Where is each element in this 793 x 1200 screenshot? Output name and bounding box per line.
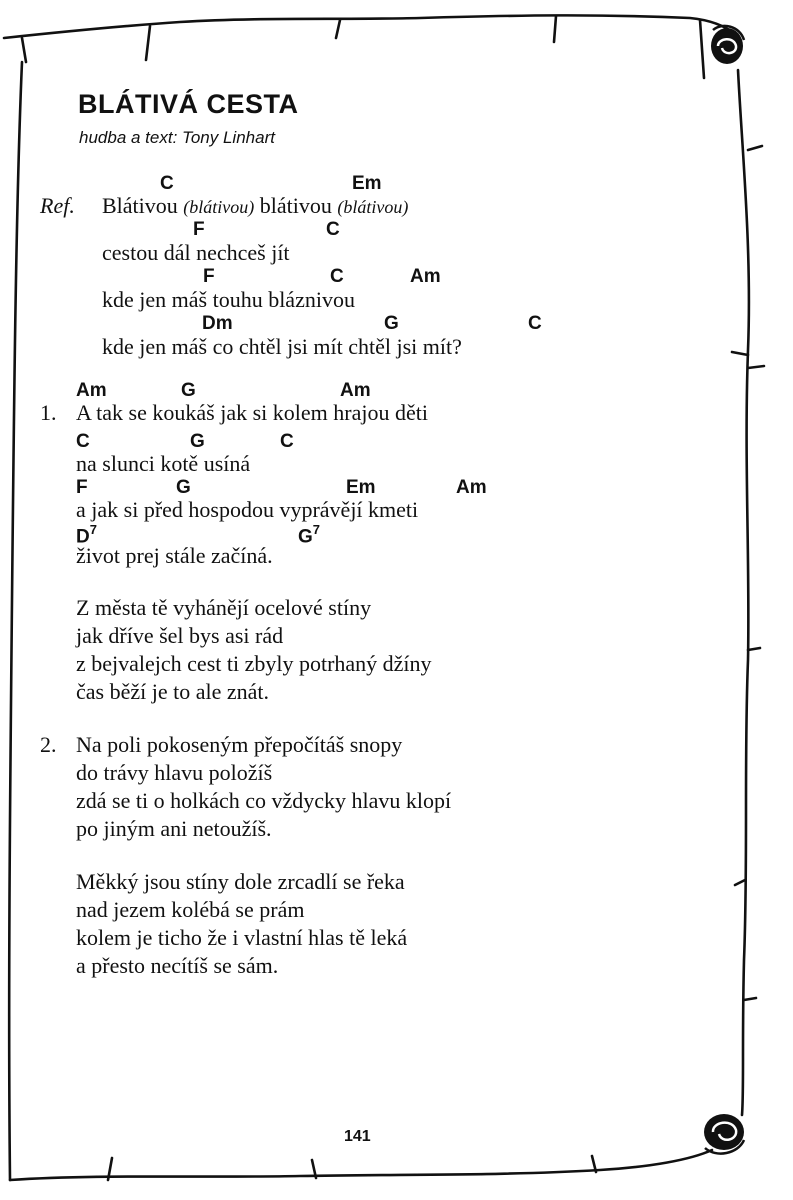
lyric-line: kde jen máš touhu bláznivou <box>102 287 355 312</box>
lyric-line: Měkký jsou stíny dole zrcadlí se řeka <box>76 869 405 894</box>
lyric-line: Na poli pokoseným přepočítáš snopy <box>76 732 403 757</box>
chord: C <box>76 431 90 452</box>
lyric-line: život prej stále začíná. <box>76 543 273 568</box>
lyric-line: a přesto necítíš se sám. <box>76 953 279 978</box>
chord: C <box>330 266 344 287</box>
chord: Em <box>346 477 376 498</box>
lyric-line: čas běží je to ale znát. <box>76 679 270 704</box>
chord: Am <box>410 266 441 287</box>
lyric-line: kolem je ticho že i vlastní hlas tě leká <box>76 925 408 950</box>
lyric-line: a jak si před hospodou vyprávějí kmeti <box>76 497 419 522</box>
chord: Am <box>456 477 487 498</box>
chord: $G^7$ <box>298 522 321 548</box>
refrain-label: Ref. <box>40 193 75 218</box>
verse-number: 1. <box>40 400 57 425</box>
lyric-line: na slunci kotě usíná <box>76 451 251 476</box>
lyric-line: po jiným ani netoužíš. <box>76 816 272 841</box>
lyric-line: z bejvalejch cest ti zbyly potrhaný džíny <box>76 651 432 676</box>
chord: C <box>160 173 174 194</box>
chord: G <box>181 380 196 401</box>
chord: Em <box>352 173 382 194</box>
lyric-line: jak dříve šel bys asi rád <box>76 623 284 648</box>
verse-number: 2. <box>40 732 57 757</box>
chord: Am <box>340 380 371 401</box>
chord: G <box>176 477 191 498</box>
chord: F <box>193 219 205 240</box>
lyric-line: cestou dál nechceš jít <box>102 240 290 265</box>
lyric-line: do trávy hlavu položíš <box>76 760 273 785</box>
lyric-line: A tak se koukáš jak si kolem hrajou děti <box>76 400 428 425</box>
lyric-line: Z města tě vyhánějí ocelové stíny <box>76 595 372 620</box>
chord: C <box>528 313 542 334</box>
chord: $D^7$ <box>76 522 97 548</box>
scroll-curl-top-icon <box>711 26 744 64</box>
song-credit: hudba a text: Tony Linhart <box>79 128 275 147</box>
chord: G <box>384 313 399 334</box>
lyric-line: nad jezem kolébá se prám <box>76 897 305 922</box>
chord: C <box>280 431 294 452</box>
song-title: BLÁTIVÁ CESTA <box>78 89 299 119</box>
chord: C <box>326 219 340 240</box>
chord: F <box>76 477 88 498</box>
lyric-line: kde jen máš co chtěl jsi mít chtěl jsi mít? <box>102 334 462 359</box>
chord: G <box>190 431 205 452</box>
chord: F <box>203 266 215 287</box>
scroll-curl-bottom-icon <box>704 1114 744 1154</box>
lyric-line: Blátivou (blátivou) blátivou (blátivou) <box>102 193 409 218</box>
page-number: 141 <box>344 1128 371 1145</box>
chord: Dm <box>202 313 233 334</box>
chord: Am <box>76 380 107 401</box>
lyric-line: zdá se ti o holkách co vždycky hlavu klopí <box>76 788 452 813</box>
